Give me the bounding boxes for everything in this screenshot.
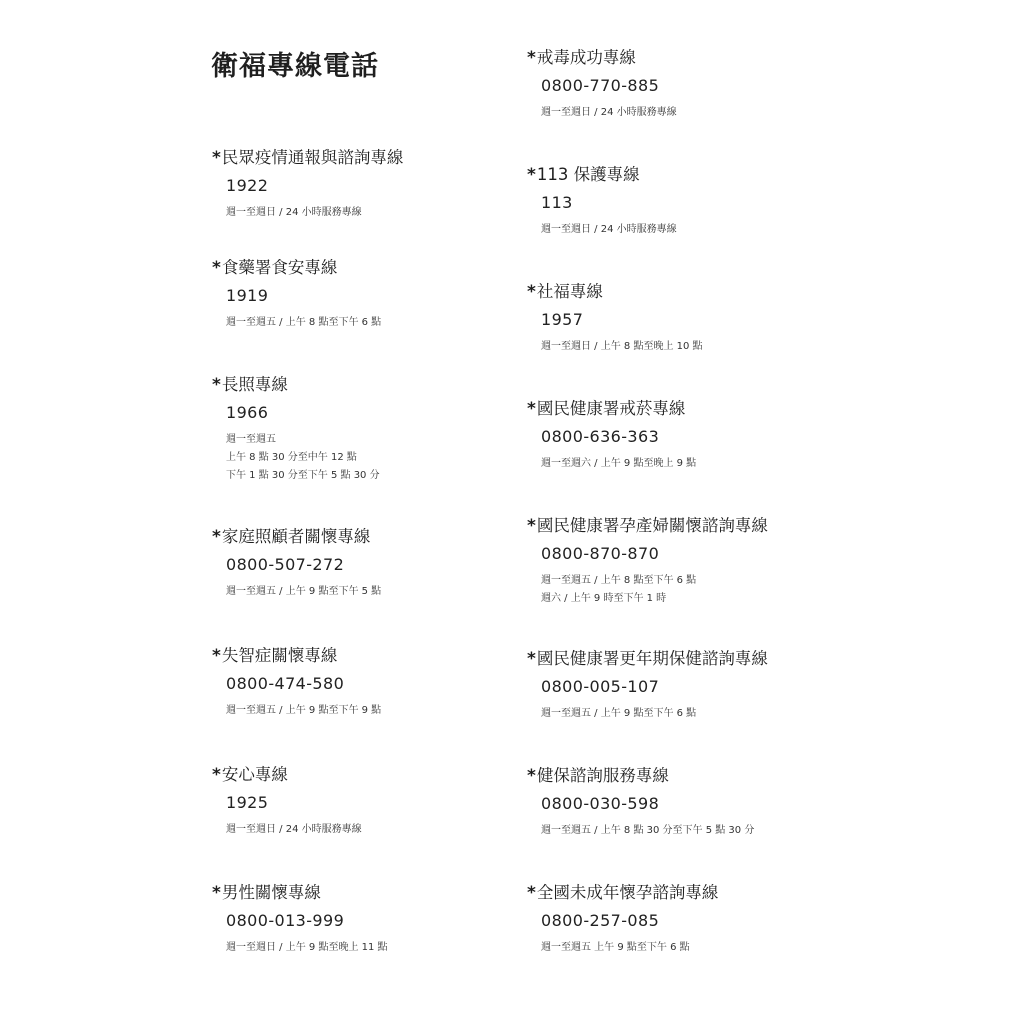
service-hours: 週一至週五 / 上午 8 點至下午 6 點 週六 / 上午 9 時至下午 1 時 xyxy=(541,575,697,604)
hotline-name: *113 保護專線 xyxy=(527,165,640,185)
service-hours: 週一至週五 上午 9 點至下午 6 點 xyxy=(541,942,690,953)
star-icon: * xyxy=(527,282,536,302)
hotline-name: *男性關懷專線 xyxy=(212,883,321,903)
service-hours: 週一至週日 / 24 小時服務專線 xyxy=(226,824,362,835)
hotline-name: *國民健康署更年期保健諮詢專線 xyxy=(527,649,768,669)
hotline-name: *食藥署食安專線 xyxy=(212,258,338,278)
star-icon: * xyxy=(527,399,536,419)
hotline-entry xyxy=(527,164,947,239)
hotline-number[interactable]: 1966 xyxy=(226,403,269,422)
hotline-number[interactable]: 0800-005-107 xyxy=(541,677,660,696)
star-icon: * xyxy=(212,765,221,785)
hotline-entry xyxy=(527,515,947,608)
service-hours: 週一至週日 / 上午 9 點至晚上 11 點 xyxy=(226,942,388,953)
hotline-number[interactable]: 0800-257-085 xyxy=(541,911,660,930)
star-icon: * xyxy=(212,258,221,278)
hotline-name: *戒毒成功專線 xyxy=(527,48,636,68)
service-hours: 週一至週日 / 24 小時服務專線 xyxy=(541,224,677,235)
hotline-name: *全國未成年懷孕諮詢專線 xyxy=(527,883,719,903)
service-hours: 週一至週五 / 上午 9 點至下午 6 點 xyxy=(541,708,697,719)
hotline-entry xyxy=(527,765,947,840)
service-hours: 週一至週日 / 上午 8 點至晚上 10 點 xyxy=(541,341,703,352)
hotline-name: *國民健康署孕產婦關懷諮詢專線 xyxy=(527,516,768,536)
hotline-number[interactable]: 0800-507-272 xyxy=(226,555,345,574)
hotline-number[interactable]: 0800-636-363 xyxy=(541,427,660,446)
hotline-name: *家庭照顧者關懷專線 xyxy=(212,527,371,547)
hotline-number[interactable]: 1919 xyxy=(226,286,269,305)
hotline-number[interactable]: 1925 xyxy=(226,793,269,812)
hotline-number[interactable]: 0800-770-885 xyxy=(541,76,660,95)
service-hours: 週一至週日 / 24 小時服務專線 xyxy=(226,207,362,218)
hotline-name: *民眾疫情通報與諮詢專線 xyxy=(212,148,404,168)
hotline-name: *社福專線 xyxy=(527,282,603,302)
hotline-number[interactable]: 0800-013-999 xyxy=(226,911,345,930)
hotline-name: *長照專線 xyxy=(212,375,288,395)
hotline-entry xyxy=(527,47,947,122)
star-icon: * xyxy=(212,646,221,666)
star-icon: * xyxy=(527,48,536,68)
hotline-name: *安心專線 xyxy=(212,765,288,785)
hotline-entry xyxy=(527,882,947,957)
star-icon: * xyxy=(527,649,536,669)
hotline-number[interactable]: 1922 xyxy=(226,176,269,195)
hotline-number[interactable]: 0800-030-598 xyxy=(541,794,660,813)
star-icon: * xyxy=(527,516,536,536)
star-icon: * xyxy=(527,165,536,185)
hotline-entry xyxy=(527,398,947,473)
service-hours: 週一至週六 / 上午 9 點至晚上 9 點 xyxy=(541,458,697,469)
page-title: 衛福專線電話 xyxy=(211,51,379,82)
star-icon: * xyxy=(212,375,221,395)
star-icon: * xyxy=(212,883,221,903)
star-icon: * xyxy=(212,527,221,547)
service-hours: 週一至週五 上午 8 點 30 分至中午 12 點 下午 1 點 30 分至下午 5 點 30 分 xyxy=(226,434,380,481)
service-hours: 週一至週五 / 上午 8 點至下午 6 點 xyxy=(226,317,382,328)
hotline-number[interactable]: 113 xyxy=(541,193,573,212)
star-icon: * xyxy=(212,148,221,168)
hotline-entry xyxy=(527,648,947,723)
hotline-name: *健保諮詢服務專線 xyxy=(527,766,669,786)
hotline-number[interactable]: 0800-474-580 xyxy=(226,674,345,693)
service-hours: 週一至週日 / 24 小時服務專線 xyxy=(541,107,677,118)
service-hours: 週一至週五 / 上午 9 點至下午 9 點 xyxy=(226,705,382,716)
hotline-name: *國民健康署戒菸專線 xyxy=(527,399,686,419)
hotline-entry xyxy=(527,281,947,356)
star-icon: * xyxy=(527,883,536,903)
service-hours: 週一至週五 / 上午 9 點至下午 5 點 xyxy=(226,586,382,597)
hotline-number[interactable]: 0800-870-870 xyxy=(541,544,660,563)
service-hours: 週一至週五 / 上午 8 點 30 分至下午 5 點 30 分 xyxy=(541,825,755,836)
hotline-number[interactable]: 1957 xyxy=(541,310,584,329)
star-icon: * xyxy=(527,766,536,786)
hotline-name: *失智症關懷專線 xyxy=(212,646,338,666)
